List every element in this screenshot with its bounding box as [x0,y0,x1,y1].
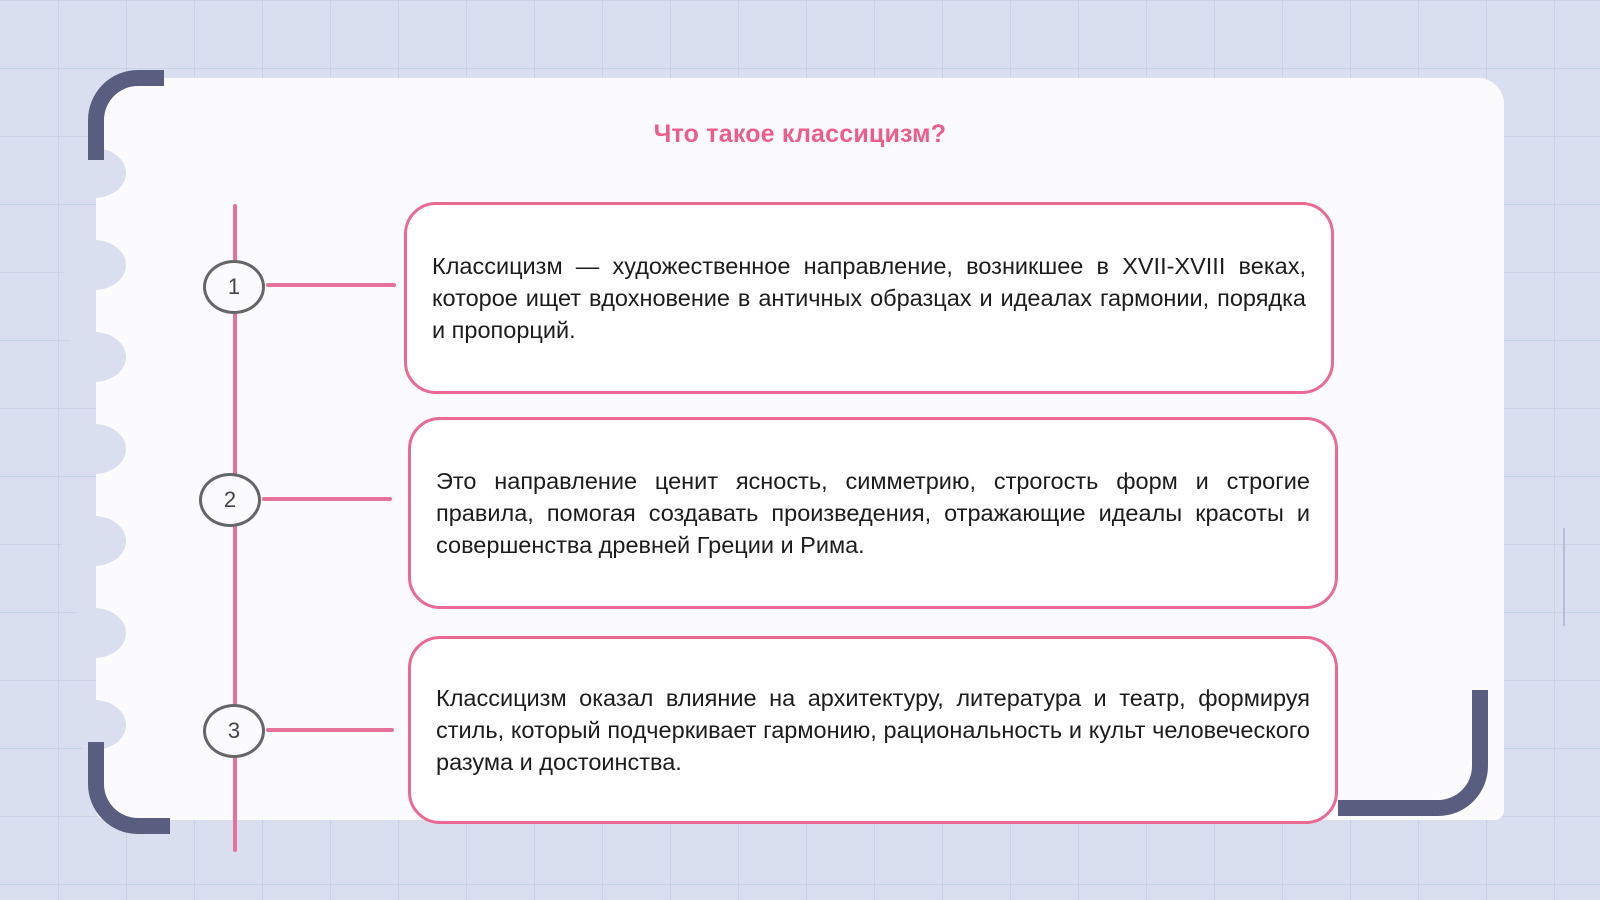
edge-mark [1563,528,1565,626]
slide-title: Что такое классицизм? [653,120,947,148]
step-connector-1 [266,283,396,287]
info-card-text: Это направление ценит ясность, симметрию, строгость форм и строгие правила, помогая создавать произведения, отражающие идеалы красоты и совершенства древней Греции и Рима. [436,468,1310,558]
step-number-2: 2 [199,473,261,527]
paper-notch [62,424,126,474]
step-connector-3 [266,728,394,732]
info-card-text: Классицизм — художественное направление, возникшее в XVII-XVIII веках, которое ищет вдохновение в античных образцах и идеалах гармонии, порядка и пропорций. [432,253,1306,343]
step-number-1: 1 [203,260,265,314]
info-card-1 [404,202,1334,394]
step-connector-2 [262,497,392,501]
info-card-2 [408,417,1338,609]
info-card-3 [408,636,1338,824]
paper-notch [62,608,126,658]
info-card-text: Классицизм оказал влияние на архитектуру, литература и театр, формируя стиль, который подчеркивает гармонию, рациональность и культ человеческого разума и достоинства. [436,685,1310,775]
frame-corner-bottom-left [88,742,170,834]
step-number-3: 3 [203,704,265,758]
paper-notch [62,516,126,566]
paper-notch [62,240,126,290]
frame-corner-bottom-right [1338,690,1488,816]
paper-notch [62,332,126,382]
